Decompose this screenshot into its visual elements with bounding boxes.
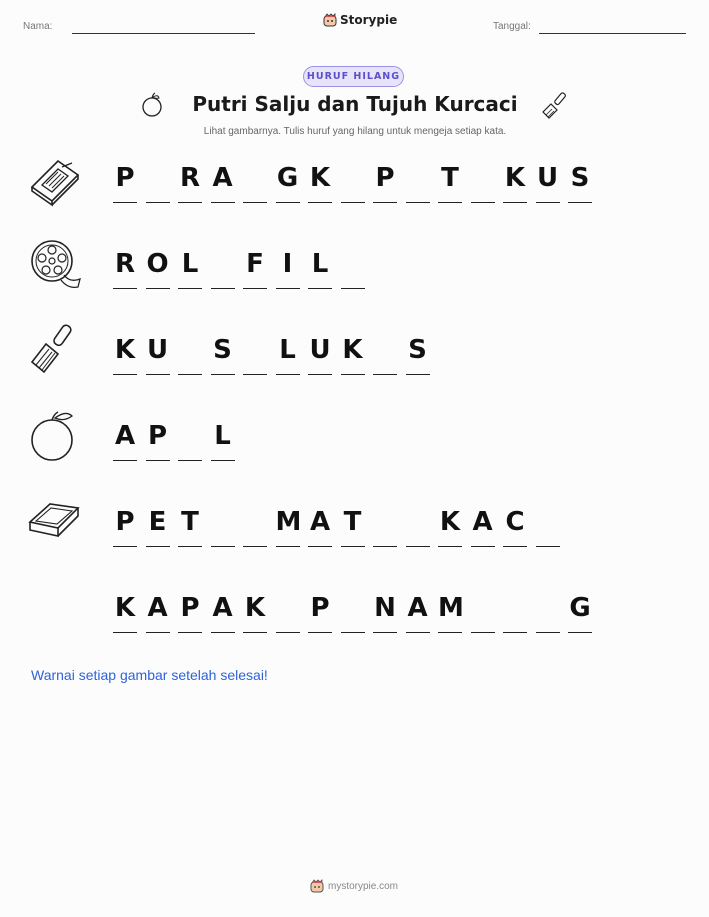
letter-cell [568,163,592,213]
letter-cell [438,507,462,557]
letter-cell [308,335,332,385]
worksheet-badge: HURUF HILANG [303,66,404,87]
letter: T [181,507,199,537]
letter: E [148,507,167,537]
instructions: Lihat gambarnya. Tulis huruf yang hilang untuk mengeja setiap kata. [203,126,507,137]
letter-cell [341,507,365,557]
blank-cell[interactable] [471,593,495,643]
letter-cell [438,163,462,213]
letter-cell [503,507,527,557]
brand-name: Storypie [340,13,398,27]
blank-line [341,202,365,203]
letter-cell [341,335,365,385]
letter-cell [178,507,202,557]
blank-line [178,632,202,633]
letter: A [407,593,428,623]
blank-line [211,632,235,633]
storypie-logo-icon [310,879,324,893]
letter: K [342,335,363,365]
letter: A [147,593,168,623]
blank-line [243,288,267,289]
blank-line [341,374,365,375]
blank-line [568,202,592,203]
blank-line [308,632,332,633]
site-url: mystorypie.com [328,880,399,892]
site-footer [310,879,398,893]
blank-line [406,374,430,375]
blank-cell[interactable] [536,593,560,643]
letter-cell [568,593,592,643]
blank-line [276,546,300,547]
blank-cell[interactable] [243,163,267,213]
letter-cell [308,163,332,213]
letter-cell [438,593,462,643]
blank-line [341,288,365,289]
blank-line [406,202,430,203]
blank-line [373,546,397,547]
letter: K [439,507,461,537]
letter: U [309,335,331,365]
blank-line [373,374,397,375]
coffin-icon [28,494,82,548]
coloring-note: Warnai setiap gambar setelah selesai! [31,667,268,683]
blank-line [406,632,430,633]
letter-cell [178,163,202,213]
letter: N [374,593,396,623]
letter-cell [373,593,397,643]
blank-line [341,546,365,547]
blank-line [113,374,137,375]
letter: P [115,507,135,537]
letter: S [408,335,427,365]
blank-line [243,632,267,633]
letter: P [115,163,135,193]
blank-cell[interactable] [243,335,267,385]
blank-line [113,632,137,633]
name-field[interactable] [72,33,255,34]
blank-line [536,632,560,633]
letter: O [146,249,169,279]
blank-line [308,374,332,375]
blank-line [308,202,332,203]
letter: A [212,163,233,193]
letter: F [246,249,264,279]
blank-line [373,632,397,633]
apple-decoration-icon [140,92,164,118]
blank-line [276,288,300,289]
blank-cell[interactable] [373,335,397,385]
letter: P [310,593,330,623]
blank-cell[interactable] [471,163,495,213]
letter-cell [113,163,137,213]
blank-line [503,632,527,633]
letter: S [570,163,590,193]
blank-cell[interactable] [406,163,430,213]
letter: T [441,163,459,193]
blank-line [243,202,267,203]
blank-line [308,288,332,289]
letter: P [375,163,395,193]
letter-cell [276,507,300,557]
blank-line [211,288,235,289]
blank-cell[interactable] [341,249,365,299]
blank-cell[interactable] [178,335,202,385]
blank-line [568,632,592,633]
letter-cell [308,249,332,299]
blank-cell[interactable] [341,163,365,213]
letter-cell [113,335,137,385]
letter: L [311,249,329,279]
name-label: Nama: [23,21,53,32]
letter: T [343,507,362,537]
blank-line [178,374,202,375]
letter-cell [308,507,332,557]
letter: R [179,163,201,193]
letter-cell [276,335,300,385]
apple-icon [28,408,82,462]
blank-line [211,460,235,461]
letter: P [180,593,200,623]
blank-cell[interactable] [178,421,202,471]
letter: A [309,507,331,537]
letter: S [213,335,232,365]
blank-cell[interactable] [243,507,267,557]
brush-icon [28,322,82,376]
letter: A [472,507,493,537]
blank-line [113,288,137,289]
blank-line [178,546,202,547]
letter: K [504,163,526,193]
blank-line [211,546,235,547]
date-field[interactable] [539,33,686,34]
letter-cell [406,335,430,385]
letter-cell [178,593,202,643]
film-reel-icon [28,237,82,291]
blank-line [471,632,495,633]
letter-cell [308,593,332,643]
letter-cell [471,507,495,557]
blank-line [178,288,202,289]
blank-line [113,460,137,461]
letter: L [181,249,199,279]
blank-cell[interactable] [341,593,365,643]
mousetrap-icon [28,153,82,207]
letter-cell [211,163,235,213]
letter-cell [146,249,170,299]
letter-cell [276,163,300,213]
blank-cell[interactable] [536,507,560,557]
blank-line [243,546,267,547]
blank-line [308,546,332,547]
letter-cell [113,421,137,471]
blank-line [438,202,462,203]
date-label: Tanggal: [493,21,531,32]
letter: K [244,593,266,623]
blank-cell[interactable] [503,593,527,643]
blank-line [438,632,462,633]
letter-cell [146,335,170,385]
letter-cell [113,507,137,557]
letter-cell [503,163,527,213]
blank-line [536,202,560,203]
storypie-logo-icon [323,13,337,27]
blank-cell[interactable] [276,593,300,643]
blank-line [211,374,235,375]
blank-line [438,546,462,547]
blank-line [471,202,495,203]
letter-cell [536,163,560,213]
page-title: Putri Salju dan Tujuh Kurcaci [192,92,518,116]
blank-cell[interactable] [211,249,235,299]
letter-cell [146,593,170,643]
letter-cell [113,593,137,643]
letter-cell [243,249,267,299]
letter-cell [146,507,170,557]
blank-line [146,460,170,461]
blank-line [503,546,527,547]
blank-line [211,202,235,203]
letter: G [276,163,299,193]
blank-cell[interactable] [146,163,170,213]
letter: L [279,335,296,365]
blank-cell[interactable] [373,507,397,557]
blank-line [503,202,527,203]
letter: K [309,163,331,193]
blank-line [178,202,202,203]
letter: L [214,421,231,451]
letter: C [505,507,525,537]
letter: P [147,421,168,451]
letter-cell [373,163,397,213]
letter: I [282,249,293,279]
letter-cell [146,421,170,471]
blank-line [146,632,170,633]
letter: A [114,421,136,451]
blank-line [536,546,560,547]
blank-line [341,632,365,633]
blank-line [406,546,430,547]
letter: A [212,593,233,623]
blank-line [146,546,170,547]
letter-cell [406,593,430,643]
blank-line [276,202,300,203]
blank-line [276,632,300,633]
letter-cell [178,249,202,299]
brand-logo [323,13,397,27]
blank-line [113,202,137,203]
letter: G [569,593,591,623]
letter-cell [211,335,235,385]
blank-line [146,288,170,289]
letter-cell [276,249,300,299]
letter: M [275,507,302,537]
letter-cell [113,249,137,299]
blank-line [146,202,170,203]
letter: K [114,593,136,623]
letter: U [536,163,559,193]
brush-decoration-icon [541,90,571,120]
letter-cell [243,593,267,643]
letter: R [114,249,136,279]
blank-line [471,546,495,547]
blank-cell[interactable] [406,507,430,557]
letter: M [438,593,464,623]
blank-line [146,374,170,375]
letter-cell [211,593,235,643]
blank-cell[interactable] [211,507,235,557]
letter-cell [211,421,235,471]
blank-line [178,460,202,461]
blank-line [373,202,397,203]
letter: K [114,335,136,365]
blank-line [113,546,137,547]
blank-line [276,374,300,375]
blank-line [243,374,267,375]
letter: U [146,335,169,365]
